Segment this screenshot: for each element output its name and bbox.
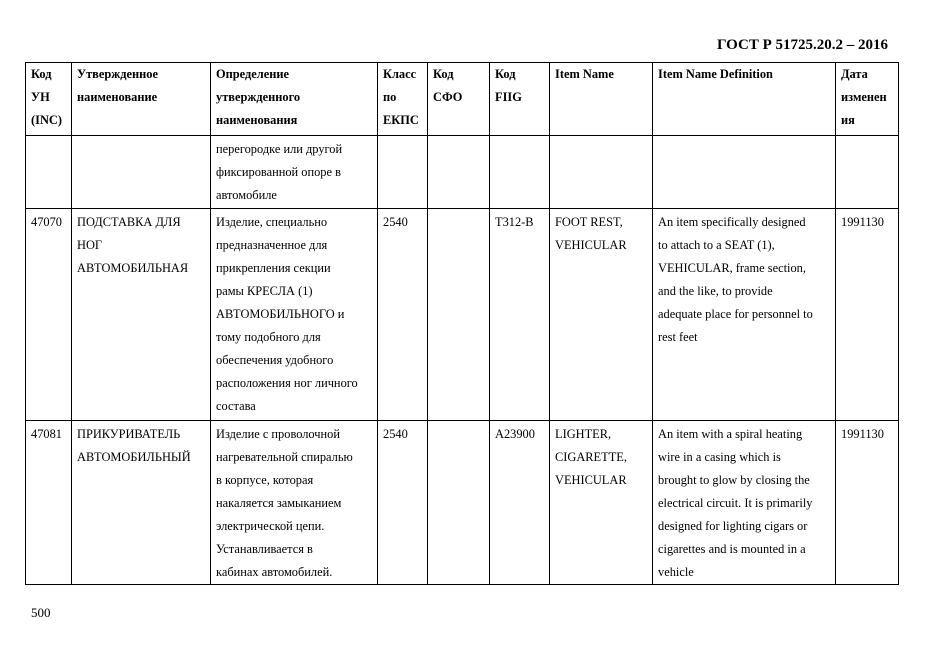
cell-line: в корпусе, которая [216,473,314,487]
table-cell [653,136,836,209]
cell-line: Изделие, специально [216,215,328,229]
cell-line: LIGHTER, [555,427,612,441]
cell-line: rest feet [658,330,698,344]
cell-line: состава [216,399,256,413]
table-cell [550,421,653,585]
cell-line: 1991130 [841,215,884,229]
cell-line: кабинах автомобилей. [216,565,333,579]
cell-line: FIIG [495,90,522,104]
cell-line: 47081 [31,427,62,441]
cell-line: VEHICULAR [555,473,627,487]
table-body [26,136,899,585]
cell-line: Item Name [555,67,614,81]
cell-line: designed for lighting cigars or [658,519,808,533]
cell-line: electrical circuit. It is primarily [658,496,813,510]
cell-line: ЕКПС [383,113,419,127]
cell-line: 2540 [383,215,408,229]
cell-line: нагревательной спиралью [216,450,353,464]
cell-line: АВТОМОБИЛЬНОГО и [216,307,345,321]
table-cell [211,421,378,585]
header-change-date [836,63,899,136]
cell-line: рамы КРЕСЛА (1) [216,284,313,298]
cell-line: Класс [383,67,417,81]
table-cell [836,136,899,209]
cell-line: An item with a spiral heating [658,427,803,441]
table-cell [211,209,378,421]
table-cell [26,209,72,421]
cell-line: накаляется замыканием [216,496,342,510]
table-cell [836,421,899,585]
table-cell [72,421,211,585]
header-row [26,63,899,136]
cell-line: 47070 [31,215,62,229]
table-row [26,421,899,585]
header-item-name-definition [653,63,836,136]
table-cell [72,209,211,421]
header-inc-code [26,63,72,136]
cell-line: обеспечения удобного [216,353,334,367]
table-cell [72,136,211,209]
table-cell [428,136,490,209]
table-cell [490,209,550,421]
page-number: 500 [31,605,51,620]
table-header [26,63,899,136]
cell-line: Item Name Definition [658,67,773,81]
cell-line: тому подобного для [216,330,321,344]
cell-line: наименование [77,90,158,104]
cell-line: Устанавливается в [216,542,313,556]
cell-line: автомобиле [216,188,277,202]
table-cell [550,209,653,421]
table-cell [836,209,899,421]
cell-line: VEHICULAR, frame section, [658,261,806,275]
cell-line: изменен [841,90,887,104]
cell-line: vehicle [658,565,694,579]
cell-line: to attach to a SEAT (1), [658,238,775,252]
cell-line: Код [31,67,52,81]
cell-line: (INC) [31,113,62,127]
cell-line: Дата [841,67,868,81]
cell-line: наименования [216,113,298,127]
table-row [26,136,899,209]
cell-line: перегородке или другой [216,142,343,156]
cell-line: расположения ног личного [216,376,358,390]
table-row [26,209,899,421]
cell-line: НОГ [77,238,103,252]
cell-line: and the like, to provide [658,284,773,298]
cell-line: по [383,90,397,104]
header-definition [211,63,378,136]
table-cell [653,209,836,421]
header-ekps-class [378,63,428,136]
cell-line: wire in a casing which is [658,450,781,464]
cell-line: 1991130 [841,427,884,441]
cell-line: электрической цепи. [216,519,325,533]
data-table [25,62,899,585]
cell-line: Изделие с проволочной [216,427,340,441]
table-cell [378,421,428,585]
cell-line: предназначенное для [216,238,328,252]
cell-line: adequate place for personnel to [658,307,813,321]
cell-line: cigarettes and is mounted in a [658,542,806,556]
cell-line: утвержденного [216,90,301,104]
cell-line: Код [495,67,516,81]
cell-line: фиксированной опоре в [216,165,341,179]
table-cell [550,136,653,209]
header-sfo-code [428,63,490,136]
table-cell [378,136,428,209]
cell-line: Определение [216,67,290,81]
table-cell [378,209,428,421]
cell-line: ия [841,113,855,127]
cell-line: T312-B [495,215,534,229]
cell-line: FOOT REST, [555,215,623,229]
cell-line: brought to glow by closing the [658,473,810,487]
cell-line: VEHICULAR [555,238,627,252]
header-approved-name [72,63,211,136]
cell-line: An item specifically designed [658,215,806,229]
cell-line: Утвержденное [77,67,158,81]
table-cell [490,421,550,585]
cell-line: Код [433,67,454,81]
table-cell [26,136,72,209]
cell-line: ПОДСТАВКА ДЛЯ [77,215,181,229]
table-cell [428,209,490,421]
cell-line: 2540 [383,427,408,441]
cell-line: A23900 [495,427,535,441]
cell-line: CIGARETTE, [555,450,627,464]
cell-line: ПРИКУРИВАТЕЛЬ [77,427,181,441]
table-cell [490,136,550,209]
table-cell [211,136,378,209]
cell-line: прикрепления секции [216,261,331,275]
table-cell [428,421,490,585]
cell-line: СФО [433,90,463,104]
header-fiig-code [490,63,550,136]
cell-line: АВТОМОБИЛЬНЫЙ [77,450,191,464]
table-cell [26,421,72,585]
standard-designation: ГОСТ Р 51725.20.2 – 2016 [716,37,888,53]
header-item-name [550,63,653,136]
table-cell [653,421,836,585]
cell-line: УН [31,90,50,104]
cell-line: АВТОМОБИЛЬНАЯ [77,261,189,275]
